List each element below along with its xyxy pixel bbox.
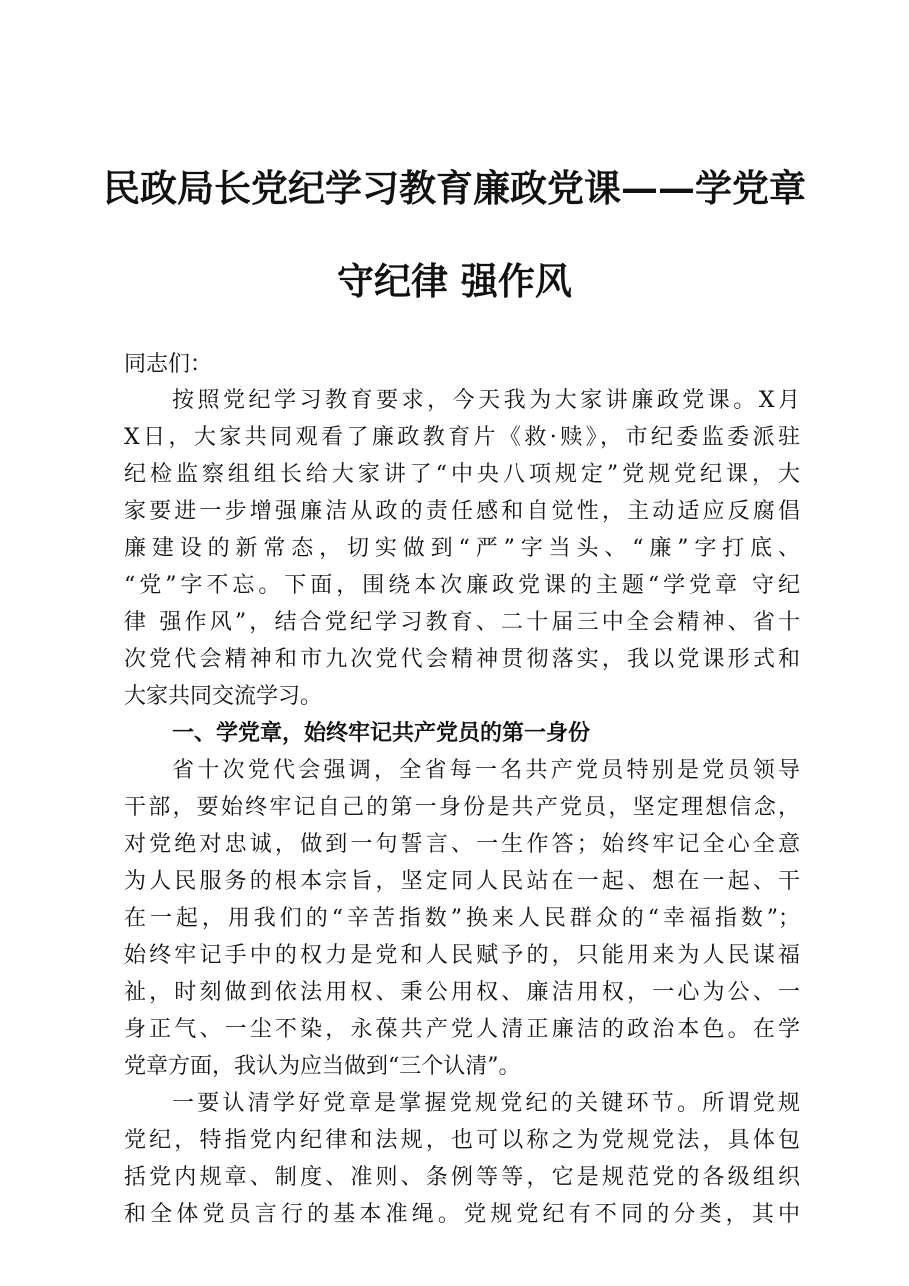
paragraph-line: 一要认清学好党章是掌握党规党纪的关键环节。所谓党规	[172, 1091, 800, 1116]
paragraph-line: 和全体党员言行的基本准绳。党规党纪有不同的分类，其中	[124, 1202, 800, 1227]
paragraph-line: 按照党纪学习教育要求，今天我为大家讲廉政党课。X月	[172, 388, 800, 413]
paragraph-line: 括党内规章、制度、准则、条例等等，它是规范党的各级组织	[124, 1165, 800, 1190]
paragraph-line: 为人民服务的根本宗旨，坚定同人民站在一起、想在一起、干	[124, 869, 800, 894]
paragraph-line: 干部，要始终牢记自己的第一身份是共产党员，坚定理想信念，	[124, 795, 800, 820]
section-heading: 一、学党章，始终牢记共产党员的第一身份	[172, 721, 591, 746]
salutation: 同志们：	[124, 352, 213, 377]
document-title-line-1: 民政局长党纪学习教育廉政党课——学党章	[103, 166, 806, 210]
paragraph-line: 身正气、一尘不染，永葆共产党人清正廉洁的政治本色。在学	[124, 1017, 800, 1042]
paragraph-line: 党纪，特指党内纪律和法规，也可以称之为党规党法，具体包	[124, 1128, 800, 1153]
paragraph-line: 家要进一步增强廉洁从政的责任感和自觉性，主动适应反腐倡	[124, 499, 800, 524]
paragraph-line: 祉，时刻做到依法用权、秉公用权、廉洁用权，一心为公、一	[124, 980, 800, 1005]
paragraph-line: “党”字不忘。下面，围绕本次廉政党课的主题“学党章 守纪	[124, 573, 800, 598]
document-title-line-2: 守纪律 强作风	[337, 259, 572, 303]
paragraph-line: 党章方面，我认为应当做到“三个认清”。	[124, 1054, 521, 1079]
paragraph-line: 大家共同交流学习。	[124, 684, 323, 709]
paragraph-line: 在一起，用我们的“辛苦指数”换来人民群众的“幸福指数”；	[124, 906, 800, 931]
paragraph-line: 省十次党代会强调，全省每一名共产党员特别是党员领导	[172, 758, 800, 783]
paragraph-line: X日，大家共同观看了廉政教育片《救·赎》，市纪委监委派驻	[124, 425, 800, 450]
paragraph-line: 律 强作风”，结合党纪学习教育、二十届三中全会精神、省十	[124, 610, 800, 635]
paragraph-line: 对党绝对忠诚，做到一句誓言、一生作答；始终牢记全心全意	[124, 832, 800, 857]
paragraph-line: 廉建设的新常态，切实做到“严”字当头、“廉”字打底、	[124, 536, 800, 561]
paragraph-line: 次党代会精神和市九次党代会精神贯彻落实，我以党课形式和	[124, 647, 800, 672]
paragraph-line: 纪检监察组组长给大家讲了“中央八项规定”党规党纪课，大	[124, 462, 800, 487]
paragraph-line: 始终牢记手中的权力是党和人民赋予的，只能用来为人民谋福	[124, 943, 800, 968]
